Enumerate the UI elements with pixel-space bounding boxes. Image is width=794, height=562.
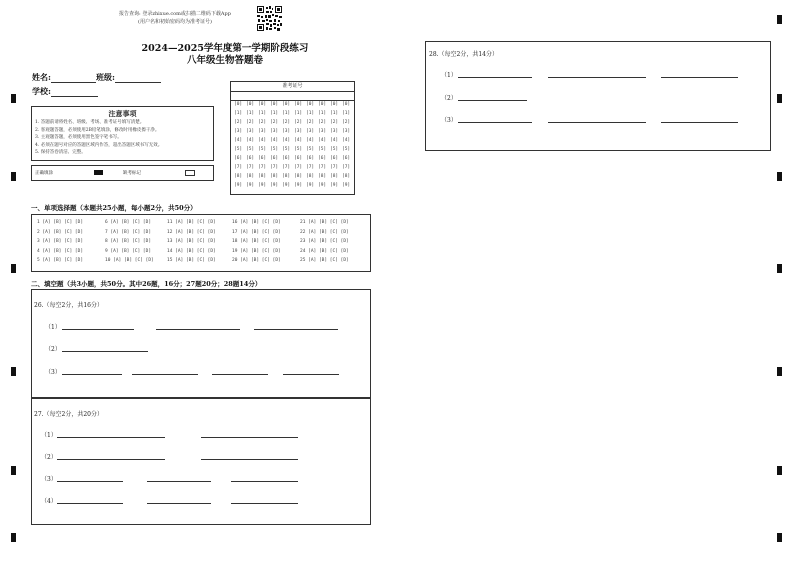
section2-heading: 二、填空题（共3小题，共50分。其中26题，16分；27题20分；28题14分） (31, 280, 262, 288)
admission-digit-bubble[interactable]: [0] (318, 102, 327, 107)
filled-mark-sample (94, 170, 103, 175)
admission-digit-bubble[interactable]: [1] (258, 111, 267, 116)
mc-question-bubbles[interactable]: 22 [A] [B] [C] [D] (300, 229, 349, 235)
admission-digit-bubble[interactable]: [7] (306, 165, 315, 170)
admission-digit-bubble[interactable]: [2] (318, 120, 327, 125)
admission-digit-bubble[interactable]: [8] (306, 174, 315, 179)
admission-digit-bubble[interactable]: [2] (342, 120, 351, 125)
admission-digit-bubble[interactable]: [6] (234, 156, 243, 161)
mc-question-bubbles[interactable]: 6 [A] [B] [C] [D] (105, 220, 152, 225)
q27-blank[interactable] (57, 437, 165, 438)
q26-blank[interactable] (62, 351, 148, 352)
admission-digit-bubble[interactable]: [2] (282, 120, 291, 125)
admission-digit-bubble[interactable]: [6] (258, 156, 267, 161)
mc-question-bubbles[interactable]: 9 [A] [B] [C] [D] (105, 248, 152, 254)
mc-question-bubbles[interactable]: 17 [A] [B] [C] [D] (232, 229, 281, 235)
q27-label-3: （3） (41, 476, 57, 483)
q28-label-3: （3） (441, 117, 457, 124)
q26-title: 26.（每空2分，共16分） (34, 302, 103, 309)
fill-example-box (31, 165, 214, 181)
admission-digit-bubble[interactable]: [7] (246, 165, 255, 170)
mc-question-bubbles[interactable]: 24 [A] [B] [C] [D] (300, 248, 349, 254)
mc-question-bubbles[interactable]: 10 [A] [B] [C] [D] (105, 258, 154, 263)
school-field[interactable] (51, 88, 98, 97)
q27-label-1: （1） (41, 432, 57, 439)
admission-digit-bubble[interactable]: [6] (330, 156, 339, 161)
q27-blank[interactable] (57, 503, 123, 504)
q28-blank[interactable] (458, 100, 527, 101)
q28-blank[interactable] (548, 122, 646, 123)
admission-digit-bubble[interactable]: [2] (258, 120, 267, 125)
admission-digit-bubble[interactable]: [6] (294, 156, 303, 161)
admission-digit-bubble[interactable]: [1] (342, 111, 351, 116)
admission-digit-bubble[interactable]: [8] (246, 174, 255, 179)
admission-digit-bubble[interactable]: [1] (234, 111, 243, 116)
notice-item: 3. 主观题答题，必须使用黑色签字笔书写。 (35, 135, 122, 140)
mc-question-bubbles[interactable]: 3 [A] [B] [C] [D] (37, 239, 84, 244)
admission-digit-bubble[interactable]: [8] (282, 174, 291, 179)
admission-digit-bubble[interactable]: [4] (282, 138, 291, 143)
admission-digit-bubble[interactable]: [4] (234, 138, 243, 143)
admission-number-grid (230, 81, 355, 195)
mc-question-bubbles[interactable]: 13 [A] [B] [C] [D] (167, 239, 216, 244)
admission-digit-bubble[interactable]: [9] (270, 183, 279, 188)
admission-digit-bubble[interactable]: [7] (330, 165, 339, 170)
exam-title: 2024—2025学年度第一学期阶段练习 (141, 43, 309, 54)
mc-question-bubbles[interactable]: 21 [A] [B] [C] [D] (300, 220, 349, 225)
registration-mark (11, 466, 16, 475)
q28-blank[interactable] (661, 77, 738, 78)
admission-digit-bubble[interactable]: [7] (318, 165, 327, 170)
mc-question-bubbles[interactable]: 20 [A] [B] [C] [D] (232, 258, 281, 263)
q26-blank[interactable] (254, 329, 338, 330)
registration-mark (11, 264, 16, 273)
registration-mark (777, 466, 782, 475)
multiple-choice-box (31, 214, 371, 272)
admission-digit-bubble[interactable]: [8] (342, 174, 351, 179)
school-label: 学校: (32, 86, 51, 96)
admission-number-title: 准考证号 (231, 82, 354, 92)
admission-digit-bubble[interactable]: [2] (294, 120, 303, 125)
admission-digit-bubble[interactable]: [2] (270, 120, 279, 125)
admission-digit-bubble[interactable]: [4] (294, 138, 303, 143)
q26-blank[interactable] (156, 329, 240, 330)
admission-digit-bubble[interactable]: [6] (318, 156, 327, 161)
name-class-row (32, 72, 161, 83)
mc-question-bubbles[interactable]: 18 [A] [B] [C] [D] (232, 239, 281, 244)
mc-question-bubbles[interactable]: 2 [A] [B] [C] [D] (37, 229, 84, 235)
registration-mark (11, 94, 16, 103)
admission-digit-bubble[interactable]: [0] (270, 102, 279, 107)
registration-mark (777, 533, 782, 542)
admission-digit-bubble[interactable]: [8] (330, 174, 339, 179)
registration-mark (11, 533, 16, 542)
name-field[interactable] (51, 74, 96, 83)
mc-question-bubbles[interactable]: 4 [A] [B] [C] [D] (37, 248, 84, 254)
admission-digit-bubble[interactable]: [9] (306, 183, 315, 188)
mc-question-bubbles[interactable]: 5 [A] [B] [C] [D] (37, 258, 84, 263)
registration-mark (777, 264, 782, 273)
registration-mark (777, 172, 782, 181)
admission-digit-bubble[interactable]: [3] (294, 129, 303, 134)
admission-digit-bubble[interactable]: [1] (246, 111, 255, 116)
admission-digit-bubble[interactable]: [7] (234, 165, 243, 170)
registration-mark (11, 367, 16, 376)
admission-digit-bubble[interactable]: [5] (234, 147, 243, 152)
q27-blank[interactable] (231, 503, 298, 504)
correct-fill-label: 正确填涂 (35, 171, 53, 176)
admission-digit-bubble[interactable]: [9] (294, 183, 303, 188)
q26-blank[interactable] (132, 374, 198, 375)
q27-blank[interactable] (201, 437, 298, 438)
admission-digit-bubble[interactable]: [4] (258, 138, 267, 143)
admission-digit-bubble[interactable]: [5] (342, 147, 351, 152)
admission-digit-bubble[interactable]: [9] (330, 183, 339, 188)
q26-blank[interactable] (283, 374, 339, 375)
admission-digit-bubble[interactable]: [7] (282, 165, 291, 170)
admission-digit-bubble[interactable]: [5] (294, 147, 303, 152)
admission-digit-bubble[interactable]: [2] (330, 120, 339, 125)
admission-digit-bubble[interactable]: [6] (270, 156, 279, 161)
admission-digit-bubble[interactable]: [1] (318, 111, 327, 116)
admission-digit-bubble[interactable]: [4] (318, 138, 327, 143)
registration-mark (11, 172, 16, 181)
admission-digit-bubble[interactable]: [3] (318, 129, 327, 134)
q27-answer-box (31, 397, 371, 525)
admission-digit-bubble[interactable]: [3] (330, 129, 339, 134)
admission-digit-bubble[interactable]: [3] (246, 129, 255, 134)
admission-digit-bubble[interactable]: [7] (258, 165, 267, 170)
admission-digit-bubble[interactable]: [8] (270, 174, 279, 179)
admission-digit-bubble[interactable]: [4] (270, 138, 279, 143)
admission-digit-bubble[interactable]: [9] (234, 183, 243, 188)
q27-blank[interactable] (201, 459, 298, 460)
q28-label-2: （2） (441, 95, 457, 102)
admission-digit-bubble[interactable]: [9] (342, 183, 351, 188)
mc-question-bubbles[interactable]: 12 [A] [B] [C] [D] (167, 229, 216, 235)
q27-blank[interactable] (57, 459, 165, 460)
mc-question-bubbles[interactable]: 25 [A] [B] [C] [D] (300, 258, 349, 263)
admission-digit-bubble[interactable]: [2] (246, 120, 255, 125)
notice-box (31, 106, 214, 161)
admission-digit-bubble[interactable]: [4] (306, 138, 315, 143)
q27-label-4: （4） (41, 498, 57, 505)
admission-digit-bubble[interactable]: [1] (294, 111, 303, 116)
admission-digit-bubble[interactable]: [2] (234, 120, 243, 125)
mc-question-bubbles[interactable]: 11 [A] [B] [C] [D] (167, 220, 216, 225)
admission-digit-bubble[interactable]: [5] (258, 147, 267, 152)
admission-digit-bubble[interactable]: [4] (246, 138, 255, 143)
admission-digit-bubble[interactable]: [4] (330, 138, 339, 143)
admission-digit-bubble[interactable]: [3] (270, 129, 279, 134)
q27-blank[interactable] (147, 503, 211, 504)
admission-number-write-row (231, 92, 354, 101)
report-query-note (100, 10, 250, 26)
admission-digit-bubble[interactable]: [9] (246, 183, 255, 188)
mc-question-bubbles[interactable]: 8 [A] [B] [C] [D] (105, 239, 152, 244)
q28-label-1: （1） (441, 72, 457, 79)
admission-digit-bubble[interactable]: [8] (258, 174, 267, 179)
admission-digit-bubble[interactable]: [0] (246, 102, 255, 107)
q28-blank[interactable] (458, 77, 532, 78)
school-row (32, 86, 98, 97)
missing-exam-label: 缺考标记 (123, 171, 141, 176)
admission-digit-bubble[interactable]: [5] (330, 147, 339, 152)
q28-blank[interactable] (548, 77, 646, 78)
q27-blank[interactable] (57, 481, 123, 482)
missing-exam-checkbox[interactable] (185, 170, 195, 176)
admission-digit-bubble[interactable]: [5] (318, 147, 327, 152)
admission-digit-bubble[interactable]: [8] (234, 174, 243, 179)
class-field[interactable] (115, 74, 161, 83)
admission-digit-bubble[interactable]: [5] (306, 147, 315, 152)
mc-question-bubbles[interactable]: 1 [A] [B] [C] [D] (37, 220, 84, 225)
registration-mark (777, 15, 782, 24)
admission-digit-bubble[interactable]: [0] (234, 102, 243, 107)
q26-answer-box (31, 289, 371, 399)
mc-question-bubbles[interactable]: 15 [A] [B] [C] [D] (167, 258, 216, 263)
admission-digit-bubble[interactable]: [1] (270, 111, 279, 116)
admission-digit-bubble[interactable]: [0] (282, 102, 291, 107)
note-line-1: 报告查询: 登录zhixue.com或扫描二维码下载App (119, 11, 231, 17)
admission-digit-bubble[interactable]: [9] (258, 183, 267, 188)
notice-title: 注意事项 (108, 109, 137, 118)
q28-title: 28.（每空2分，共14分） (429, 51, 498, 58)
admission-digit-bubble[interactable]: [0] (330, 102, 339, 107)
name-label: 姓名: (32, 72, 51, 82)
admission-digit-bubble[interactable]: [0] (294, 102, 303, 107)
admission-digit-bubble[interactable]: [1] (330, 111, 339, 116)
sheet-title: 八年级生物答题卷 (186, 55, 263, 66)
mc-question-bubbles[interactable]: 16 [A] [B] [C] [D] (232, 220, 281, 225)
mc-question-bubbles[interactable]: 14 [A] [B] [C] [D] (167, 248, 216, 254)
notice-item: 2. 客观题答题，必须使用2B铅笔填涂，修改时用橡皮擦干净。 (35, 127, 160, 133)
admission-digit-bubble[interactable]: [3] (342, 129, 351, 134)
q26-blank[interactable] (212, 374, 268, 375)
admission-digit-bubble[interactable]: [5] (270, 147, 279, 152)
admission-digit-bubble[interactable]: [3] (306, 129, 315, 134)
admission-digit-bubble[interactable]: [3] (258, 129, 267, 134)
q28-blank[interactable] (458, 122, 532, 123)
mc-question-bubbles[interactable]: 19 [A] [B] [C] [D] (232, 248, 281, 254)
admission-digit-bubble[interactable]: [7] (342, 165, 351, 170)
admission-digit-bubble[interactable]: [8] (294, 174, 303, 179)
admission-digit-bubble[interactable]: [6] (306, 156, 315, 161)
section1-heading: 一、单项选择题（本题共25小题，每小题2分，共50分） (31, 204, 197, 212)
admission-digit-bubble[interactable]: [0] (342, 102, 351, 107)
note-line-2: (用户名和初始密码均为准考证号) (138, 19, 212, 25)
notice-item: 4. 必须在题号对应的答题区域内作答，超出答题区域书写无效。 (35, 142, 163, 148)
q26-label-3: （3） (45, 369, 61, 376)
admission-digit-bubble[interactable]: [5] (282, 147, 291, 152)
admission-digit-bubble[interactable]: [0] (306, 102, 315, 107)
admission-digit-bubble[interactable]: [8] (318, 174, 327, 179)
admission-digit-bubble[interactable]: [3] (234, 129, 243, 134)
admission-digit-bubble[interactable]: [1] (306, 111, 315, 116)
admission-digit-bubble[interactable]: [2] (306, 120, 315, 125)
admission-digit-bubble[interactable]: [4] (342, 138, 351, 143)
admission-digit-bubble[interactable]: [6] (282, 156, 291, 161)
admission-digit-bubble[interactable]: [7] (270, 165, 279, 170)
registration-mark (777, 94, 782, 103)
registration-mark (777, 367, 782, 376)
q26-blank[interactable] (62, 374, 122, 375)
admission-digit-bubble[interactable]: [7] (294, 165, 303, 170)
q26-label-2: （2） (45, 346, 61, 353)
admission-digit-bubble[interactable]: [6] (246, 156, 255, 161)
notice-item: 5. 保持答卷清洁、完整。 (35, 150, 86, 155)
q27-blank[interactable] (231, 481, 298, 482)
mc-question-bubbles[interactable]: 23 [A] [B] [C] [D] (300, 239, 349, 244)
admission-digit-bubble[interactable]: [6] (342, 156, 351, 161)
admission-digit-bubble[interactable]: [9] (318, 183, 327, 188)
q26-blank[interactable] (62, 329, 134, 330)
qr-code-icon (256, 5, 283, 32)
q26-label-1: （1） (45, 324, 61, 331)
q28-blank[interactable] (661, 122, 738, 123)
admission-digit-bubble[interactable]: [3] (282, 129, 291, 134)
q27-blank[interactable] (147, 481, 211, 482)
admission-digit-bubble[interactable]: [1] (282, 111, 291, 116)
admission-digit-bubble[interactable]: [9] (282, 183, 291, 188)
q27-label-2: （2） (41, 454, 57, 461)
notice-item: 1. 答题前请将姓名、班级、考场、准考证号填写清楚。 (35, 120, 145, 125)
q27-title: 27.（每空2分，共20分） (34, 411, 103, 418)
mc-question-bubbles[interactable]: 7 [A] [B] [C] [D] (105, 229, 152, 235)
class-label: 班级: (95, 72, 115, 82)
admission-digit-bubble[interactable]: [0] (258, 102, 267, 107)
q28-answer-box (425, 41, 771, 151)
admission-digit-bubble[interactable]: [5] (246, 147, 255, 152)
